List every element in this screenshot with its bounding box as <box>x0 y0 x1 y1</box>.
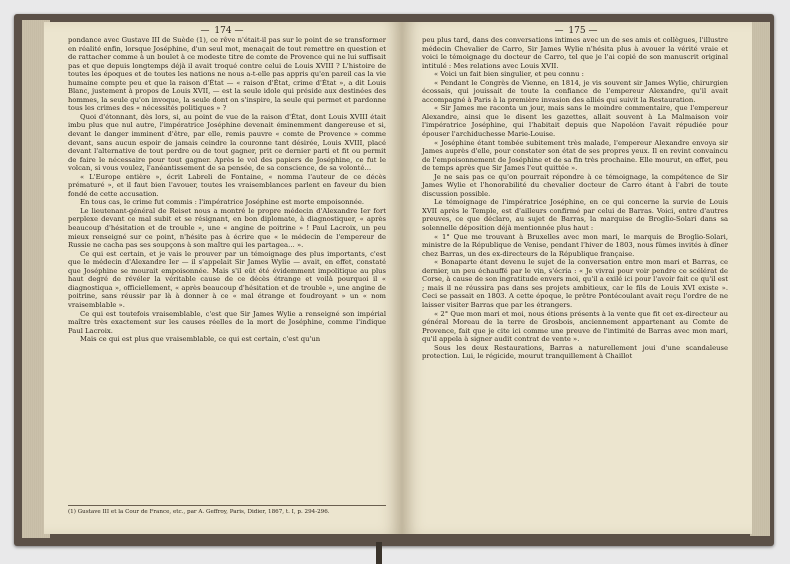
paragraph: Ce qui est toutefois vraisemblable, c'est que Sir James Wylie a renseigné son impérial maître très exactement sur les causes réelles de la mort de Joséphine, comme l'indique Paul Lacroix. <box>68 309 386 335</box>
paragraph: « Voici un fait bien singulier, et peu connu : <box>434 70 584 79</box>
right-page-number: 175 <box>568 26 586 36</box>
left-page-text <box>44 36 402 344</box>
page-number-left: — 174 — <box>200 26 246 36</box>
bookmark-ribbon <box>376 542 382 564</box>
paragraph: pondance avec Gustave III de Suède (1), ce rêve n'était-il pas sur le point de se transformer en réalité enfin, lorsque Joséphine, d'un seul mot, menaçait de tout remettre en question et de rattacher comme à un boulet à ce modeste titre de comte de Provence qui ne lui suffisait pas et que depuis longtemps déjà il avait troqué contre celui de Louis XVIII ? L'histoire de toutes les époques et de toutes les nations ne nous a-t-elle pas appris qu'en pareil cas la vie humaine compte peu et que la raison d'État — « raison d'État, crime d'État », a dit Louis Blanc, justement à propos de Louis XVII, — est la seule idole qui préside aux destinées des hommes, la seule qu'on invoque, la seule dont on s'inspire, la seule qui permet et pardonne tous les crimes des « nécessités politiques » ? <box>68 36 386 113</box>
open-book <box>14 10 778 550</box>
paragraph: Mais ce qui est plus que vraisemblable, ce qui est certain, c'est qu'un <box>80 335 321 344</box>
paragraph: « 2° Que mon mari et moi, nous étions présents à la vente que fit cet ex-directeur au général Moreau de la terre de Grosbois, anciennement appartenant au Comte de Provence, fait que je cite ici comme une preuve de l'intimité de Barras avec mon mari, qu'il appela à signer audit contrat de vente ». <box>422 309 728 344</box>
right-page <box>402 22 752 534</box>
paragraph: « Joséphine étant tombée subitement très malade, l'empereur Alexandre envoya sir James auprès d'elle, pour constater son état de ses propres yeux. Il en revint convaincu de l'empoisonnement de Joséphine et de sa fin très prochaine. Elle mourut, en effet, peu de temps après que Sir James l'eut quittée ». <box>422 138 728 173</box>
paragraph: Ce qui est certain, et je vais le prouver par un témoignage des plus importants, c'est que le médecin d'Alexandre Ier — il s'appelait Sir James Wylie — avait, en effet, constaté que Joséphine se mourait empoisonnée. Mais s'il eût été évidemment impolitique au plus haut degré de révéler la véritable cause de ce décès étrange et voilà pourquoi il « diagnostiqua », officiellement, « après beaucoup d'hésitation et de trouble », une angine de poitrine, sans réussir par là à donner à ce « mal étrange et foudroyant » un « nom vraisemblable ». <box>68 249 386 309</box>
paragraph: Quoi d'étonnant, dès lors, si, au point de vue de la raison d'État, dont Louis XVIII était imbu plus que nul autre, l'impératrice Joséphine devenait éminemment dangereuse et si, devant le danger imminent d'être, par elle, remis pauvre « comte de Provence » comme devant, sans aucun espoir de jamais ceindre la couronne tant désirée, Louis XVIII, placé devant l'alternative de tout perdre ou de tout gagner, prit ce dernier parti et fit ou permit de faire le nécessaire pour tout gagner. Après le vol des papiers de Joséphine, ce fut le volcan, si vous voulez, l'anéantissement de sa pensée, de sa conscience, de sa volonté… <box>68 112 386 173</box>
paragraph: « L'Europe entière », écrit Labreli de Fontaine, « nomma l'auteur de ce décès prématuré », et il faut bien l'avouer, toutes les vraisemblances parlent en faveur du bien fondé de cette accusation. <box>68 172 386 198</box>
paragraph: Le lieutenant-général de Reiset nous a montré le propre médecin d'Alexandre Ier fort perplexe devant ce mal subit et se résignant, en bon diplomate, à diagnostiquer, « après beaucoup d'hésitation et de trouble », une « angine de poitrine » ! Paul Lacroix, un peu mieux renseigné sur ce point, n'hésite pas à écrire que « le médecin de l'empereur de Russie ne cacha pas ses soupçons à son maître qui les partagea… ». <box>68 206 386 250</box>
paragraph: « Bonaparte étant devenu le sujet de la conversation entre mon mari et Barras, ce dernier, un peu échauffé par le vin, s'écria : « Je vivrai pour voir pendre ce scélérat de Corse, à cause de son ingratitude envers moi, qu'il a exilé ici pour l'avoir fait ce qu'il est ; mais il ne réussira pas dans ses projets ambitieux, car le fils de Louis XVI existe ». Ceci se passait en 1803. A cette époque, le prêtre Pontécoulant avait reçu l'ordre de ne laisser visiter Barras que par les étrangers. <box>422 258 728 309</box>
page-edges-right <box>750 22 770 536</box>
paragraph: « Pendant le Congrès de Vienne, en 1814, je vis souvent sir James Wylie, chirurgien écossais, qui jouissait de toute la confiance de l'empereur Alexandre, qu'il avait accompagné à Paris à la première invasion des alliés qui suivit la Restauration. <box>422 78 728 104</box>
paragraph: Je ne sais pas ce qu'on pourrait répondre à ce témoignage, la compétence de Sir James Wylie et l'honorabilité du chevalier docteur de Carro étant à l'abri de toute discussion possible. <box>422 172 728 198</box>
paragraph: « 1° Que me trouvant à Bruxelles avec mon mari, le marquis de Broglio-Solari, ministre de la République de Venise, pendant l'hiver de 1803, nous fûmes invités à dîner chez Barras, un des ex-directeurs de la République française. <box>422 232 728 258</box>
left-page-number: 174 <box>214 26 232 36</box>
paragraph: « Sir James me raconta un jour, mais sans le moindre commentaire, que l'empereur Alexandre, ainsi que le disent les gazettes, allait souvent à La Malmaison voir l'impératrice Joséphine, qui l'habitait depuis que Napoléon l'avait répudiée pour épouser l'archiduchesse Marie-Louise. <box>422 104 728 139</box>
paragraph: Sous les deux Restaurations, Barras a naturellement joui d'une scandaleuse protection. Lui, le régicide, mourut tranquillement à Chaillot <box>422 343 728 361</box>
page-number-right: — 175 — <box>554 26 600 36</box>
paragraph: Le témoignage de l'impératrice Joséphine, en ce qui concerne la survie de Louis XVII après le Temple, est d'ailleurs confirmé par celui de Barras. Voici, entre d'autres preuves, ce que déclaro, au sujet de Barras, la marquise de Broglio-Solari dans sa solennelle déposition déjà mentionnée plus haut : <box>422 198 728 233</box>
left-page <box>44 22 402 534</box>
right-page-text <box>402 36 752 361</box>
paragraph: peu plus tard, dans des conversations intimes avec un de ses amis et collègues, l'illustre médecin Chevalier de Carro, Sir James Wylie n'hésita plus à avouer la vérité vraie et voici le témoignage du docteur de Carro, tel que je l'ai copié de son manuscrit original intitulé : Mes relations avec Louis XVII. <box>422 36 728 70</box>
paragraph: En tous cas, le crime fut commis : l'impératrice Joséphine est morte empoisonnée. <box>80 198 365 207</box>
footnote: (1) Gustave III et la Cour de France, etc., par A. Geffroy, Paris, Didier, 1867, t. I, p. 294-296. <box>68 505 386 516</box>
